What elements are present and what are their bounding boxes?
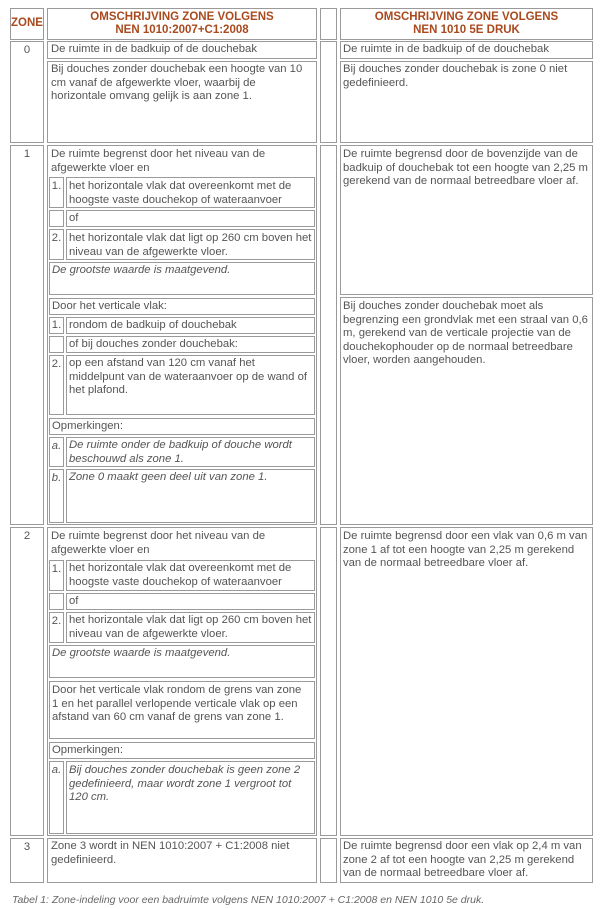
header-spacer-cell bbox=[320, 8, 337, 40]
zone0-right-b-text: Bij douches zonder douchebak is zone 0 niet gedefinieerd. bbox=[343, 63, 568, 89]
zone1-v1: rondom de badkuip of douchebak bbox=[69, 319, 237, 331]
zone2-ra-num: a. bbox=[51, 764, 62, 776]
table-caption: Tabel 1: Zone-indeling voor een badruimte volgens NEN 1010:2007 + C1:2008 en NEN 1010 5e druk. bbox=[12, 894, 485, 906]
zone0-left-a-text: De ruimte in de badkuip of de douchebak bbox=[51, 43, 257, 55]
zone1-v-of: of bij douches zonder douchebak: bbox=[69, 338, 238, 350]
zone2-right-text: De ruimte begrensd door een vlak van 0,6 m van zone 1 af tot een hoogte van 2,25 m gerekend van de normaal betreedbare vloer af. bbox=[343, 530, 588, 569]
zone0-spacer bbox=[320, 41, 337, 143]
zone1-ra-num: a. bbox=[51, 440, 62, 452]
zone1-item2-num: 2. bbox=[51, 232, 62, 244]
header-zone: ZONE bbox=[11, 17, 43, 29]
zone1-v1-num: 1. bbox=[51, 319, 62, 331]
zone2-of-num-cell bbox=[49, 593, 64, 610]
zone2-item1: het horizontale vlak dat overeenkomt met de hoogste vaste douchekop of wateraanvoer bbox=[69, 562, 292, 588]
zone2-intro: De ruimte begrenst door het niveau van de afgewerkte vloer en bbox=[51, 530, 266, 556]
zone2-ra: Bij douches zonder douchebak is geen zone 2 gedefinieerd, maar wordt zone 1 vergroot tot 120 cm. bbox=[69, 764, 301, 803]
zone1-spacer bbox=[320, 145, 337, 525]
zone2-right bbox=[340, 527, 593, 836]
zone3-right-text: De ruimte begrensd door een vlak op 2,4 m van zone 2 af tot een hoogte van 2,25 m gerekend van de normaal betreedbare vloer af. bbox=[343, 840, 582, 879]
header-left-line2: NEN 1010:2007+C1:2008 bbox=[115, 24, 249, 36]
zone1-vert-intro: Door het verticale vlak: bbox=[52, 300, 167, 312]
zone1-item1-num: 1. bbox=[51, 180, 62, 192]
zone2-num-cell bbox=[10, 527, 44, 836]
zone1-of: of bbox=[69, 212, 79, 224]
zone2-note: De grootste waarde is maatgevend. bbox=[52, 647, 231, 659]
zone3-left-text: Zone 3 wordt in NEN 1010:2007 + C1:2008 niet gedefinieerd. bbox=[51, 840, 290, 866]
header-right-line1: OMSCHRIJVING ZONE VOLGENS bbox=[374, 11, 559, 23]
zone1-item1: het horizontale vlak dat overeenkomt met de hoogste vaste douchekop of wateraanvoer bbox=[69, 180, 292, 206]
zone2-item1-num: 1. bbox=[51, 563, 62, 575]
zone2-remarks: Opmerkingen: bbox=[52, 744, 123, 756]
zone1-of-num-cell bbox=[49, 210, 64, 227]
zone1-note: De grootste waarde is maatgevend. bbox=[52, 264, 231, 276]
zone1-intro: De ruimte begrenst door het niveau van de afgewerkte vloer en bbox=[51, 148, 266, 174]
zone3-number: 3 bbox=[23, 841, 31, 853]
zone1-num-cell bbox=[10, 145, 44, 525]
zone2-number: 2 bbox=[23, 530, 31, 542]
zone2-vert: Door het verticale vlak rondom de grens van zone 1 en het parallel verlopende verticale vlak op een afstand van 60 cm vanaf de grens van zone 1. bbox=[52, 684, 302, 723]
zone1-remarks: Opmerkingen: bbox=[52, 420, 123, 432]
zone2-item2-num: 2. bbox=[51, 615, 62, 627]
zone1-number: 1 bbox=[23, 148, 31, 160]
zone1-right-a-text: De ruimte begrensd door de bovenzijde van de badkuip of douchebak tot een hoogte van 2,25 m gerekend van de normaal betreedbare vloer af. bbox=[343, 148, 588, 187]
zone2-item2: het horizontale vlak dat ligt op 260 cm boven het niveau van de afgewerkte vloer. bbox=[69, 614, 312, 640]
zone0-left-b-text: Bij douches zonder douchebak een hoogte van 10 cm vanaf de afgewerkte vloer, waarbij de horizontale omvang gelijk is aan zone 1. bbox=[51, 63, 303, 102]
zone2-of: of bbox=[69, 595, 79, 607]
zone3-spacer bbox=[320, 838, 337, 883]
zone1-v2: op een afstand van 120 cm vanaf het middelpunt van de wateraanvoer op de wand of het plafond. bbox=[69, 357, 308, 396]
zone1-right-b-text: Bij douches zonder douchebak moet als begrenzing een grondvlak met een straal van 0,6 m, gerekend van de verticale projectie van de douchekophouder op de normaal betreedbare vloer, worden aangehouden. bbox=[343, 300, 588, 366]
zone1-rb: Zone 0 maakt geen deel uit van zone 1. bbox=[69, 471, 268, 483]
zone0-number: 0 bbox=[23, 44, 31, 56]
zone1-v2-num: 2. bbox=[51, 358, 62, 370]
header-left-line1: OMSCHRIJVING ZONE VOLGENS bbox=[90, 11, 274, 23]
zone2-spacer bbox=[320, 527, 337, 836]
zone1-ra: De ruimte onder de badkuip of douche wordt beschouwd als zone 1. bbox=[69, 439, 292, 465]
zone1-rb-num: b. bbox=[51, 472, 62, 484]
header-right-line2: NEN 1010 5E DRUK bbox=[413, 24, 520, 36]
zone1-item2: het horizontale vlak dat ligt op 260 cm boven het niveau van de afgewerkte vloer. bbox=[69, 232, 312, 258]
zone1-vof-num-cell bbox=[49, 336, 64, 353]
zone0-right-a-text: De ruimte in de badkuip of de douchebak bbox=[343, 43, 549, 55]
